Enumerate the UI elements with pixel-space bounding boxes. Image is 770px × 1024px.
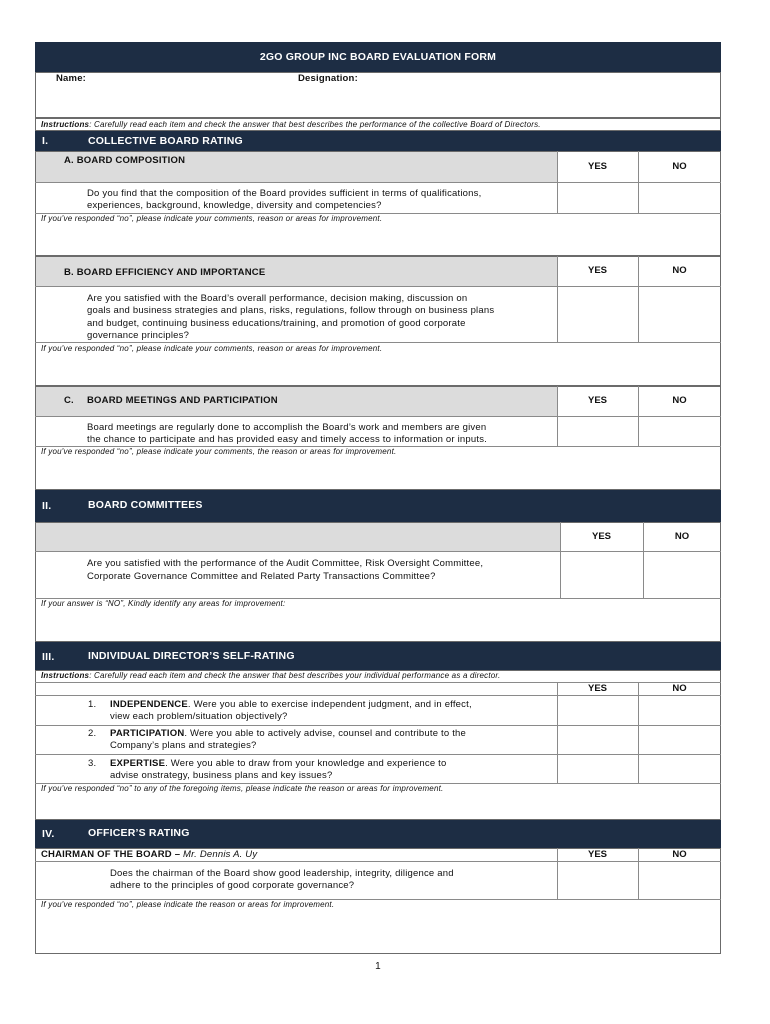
section-4-no-label: NO	[672, 849, 687, 860]
section-2-numeral: II.	[42, 500, 52, 512]
section-3-yes-label: YES	[587, 683, 607, 694]
section-b-title: B. BOARD EFFICIENCY AND IMPORTANCE	[64, 267, 266, 278]
section-a-no-label: NO	[672, 161, 687, 172]
section-a-comments[interactable]	[36, 226, 724, 258]
section-a-yes-label: YES	[587, 161, 607, 172]
instructions	[41, 120, 541, 130]
item-3-term: EXPERTISE	[110, 758, 166, 769]
section-2-no-label: NO	[674, 531, 690, 542]
section-a-no-checkbox[interactable]	[639, 183, 721, 213]
section-4-no-checkbox[interactable]	[639, 862, 721, 899]
section-c-yes-label: YES	[587, 395, 607, 406]
section-b-yes-label: YES	[587, 265, 607, 276]
section-2-title-cell	[36, 523, 560, 551]
item-1-text: . Were you able to exercise independent judgment, and in effect,	[187, 699, 472, 710]
instructions-label: Instructions	[41, 120, 90, 129]
section-b-no-checkbox[interactable]	[639, 287, 721, 342]
page-number: 1	[375, 961, 381, 972]
section-3-instructions-label: Instructions	[41, 671, 90, 680]
section-3-followup: If you've responded “no” to any of the foregoing items, please indicate the reason or areas for improvement.	[41, 784, 444, 793]
item-3-line1	[110, 758, 446, 771]
section-1-numeral: I.	[42, 135, 49, 147]
section-4-comments[interactable]	[36, 912, 724, 956]
item-1-yes-checkbox[interactable]	[558, 696, 638, 725]
section-a-question-line2: experiences, background, knowledge, diversity and competencies?	[87, 200, 382, 211]
item-2-line2: Company’s plans and strategies?	[110, 740, 257, 751]
section-3-no-label: NO	[672, 683, 687, 694]
section-c-no-checkbox[interactable]	[639, 417, 721, 446]
section-4-followup: If you've responded “no”, please indicate the reason or areas for improvement.	[41, 900, 335, 909]
item-3-line2: advise onstrategy, business plans and key issues?	[110, 770, 333, 781]
section-b-question-line4: governance principles?	[87, 330, 190, 341]
section-2-question-line2: Corporate Governance Committee and Related Party Transactions Committee?	[87, 571, 436, 582]
section-c-title: BOARD MEETINGS AND PARTICIPATION	[87, 395, 278, 406]
section-a-title: A. BOARD COMPOSITION	[64, 155, 186, 166]
item-2-yes-checkbox[interactable]	[558, 726, 638, 754]
item-1-line1	[110, 699, 472, 712]
item-3-no-checkbox[interactable]	[639, 755, 721, 783]
section-b-yes-checkbox[interactable]	[558, 287, 638, 342]
section-b-question-line1: Are you satisfied with the Board’s overall performance, decision making, discussion on	[87, 293, 468, 304]
name-label: Name:	[56, 73, 87, 84]
designation-input[interactable]	[368, 74, 712, 90]
section-c-followup: If you've responded “no”, please indicate your comments, the reason or areas for improvement.	[41, 447, 397, 456]
item-2-number: 2.	[88, 728, 97, 739]
item-3-number: 3.	[88, 758, 97, 769]
section-c-question-line2: the chance to participate and has provided easy and timely access to information or inputs.	[87, 434, 487, 445]
section-2-yes-label: YES	[591, 531, 611, 542]
section-a-yes-checkbox[interactable]	[558, 183, 638, 213]
section-4-question-line2: adhere to the principles of good corporate governance?	[110, 880, 355, 891]
section-4-numeral: IV.	[42, 828, 55, 840]
section-a-followup: If you've responded “no”, please indicate your comments, reason or areas for improvement.	[41, 214, 383, 223]
section-4-yes-label: YES	[587, 849, 607, 860]
section-2-no-checkbox[interactable]	[644, 552, 721, 598]
item-2-line1	[110, 728, 466, 741]
section-c-letter: C.	[64, 395, 74, 406]
section-c-no-label: NO	[672, 395, 687, 406]
section-3-instructions	[41, 671, 500, 681]
section-3-title: INDIVIDUAL DIRECTOR’S SELF-RATING	[88, 650, 295, 662]
item-1-no-checkbox[interactable]	[639, 696, 721, 725]
section-3-comments[interactable]	[36, 796, 724, 822]
section-c-yes-checkbox[interactable]	[558, 417, 638, 446]
section-2-followup: If your answer is “NO”, Kindly identify any areas for improvement:	[41, 599, 286, 608]
name-input[interactable]	[100, 74, 284, 90]
chairman-label: CHAIRMAN OF THE BOARD –	[41, 849, 184, 860]
item-1-term: INDEPENDENCE	[110, 699, 188, 710]
section-1-title: COLLECTIVE BOARD RATING	[88, 135, 243, 147]
section-b-question-line2: goals and business strategies and plans, risks, regulations, follow through on business plans	[87, 305, 495, 316]
designation-label: Designation:	[298, 73, 358, 84]
chairman-name: Mr. Dennis A. Uy	[183, 849, 258, 860]
item-2-no-checkbox[interactable]	[639, 726, 721, 754]
section-4-yes-checkbox[interactable]	[558, 862, 638, 899]
section-4-question-line1: Does the chairman of the Board show good leadership, integrity, diligence and	[110, 868, 454, 879]
section-4-title: OFFICER’S RATING	[88, 827, 190, 839]
item-3-text: . Were you able to draw from your knowledge and experience to	[165, 758, 447, 769]
section-b-comments[interactable]	[36, 356, 724, 388]
form-title: 2GO GROUP INC BOARD EVALUATION FORM	[259, 51, 497, 63]
item-1-number: 1.	[88, 699, 97, 710]
item-2-text: . Were you able to actively advise, counsel and contribute to the	[184, 728, 466, 739]
section-b-no-label: NO	[672, 265, 687, 276]
section-b-question-line3: and budget, continuing business educations/training, and promotion of good corporate	[87, 318, 466, 329]
section-c-comments[interactable]	[36, 459, 724, 492]
item-1-line2: view each problem/situation objectively?	[110, 711, 288, 722]
section-2-question-line1: Are you satisfied with the performance of the Audit Committee, Risk Oversight Committee,	[87, 558, 484, 569]
item-3-yes-checkbox[interactable]	[558, 755, 638, 783]
item-2-term: PARTICIPATION	[110, 728, 185, 739]
section-3-numeral: III.	[42, 651, 55, 663]
section-3-instructions-text: : Carefully read each item and check the answer that best describes your individual performance as a director.	[89, 671, 501, 680]
instructions-text: : Carefully read each item and check the answer that best describes the performance of the collective Board of Directors.	[89, 120, 541, 129]
section-b-followup: If you've responded “no”, please indicate your comments, reason or areas for improvement.	[41, 344, 383, 353]
chairman-heading	[41, 849, 257, 862]
section-2-comments[interactable]	[36, 611, 724, 644]
section-2-yes-checkbox[interactable]	[561, 552, 643, 598]
section-2-title: BOARD COMMITTEES	[88, 499, 203, 511]
section-c-question-line1: Board meetings are regularly done to accomplish the Board’s work and members are given	[87, 422, 487, 433]
section-a-question-line1: Do you find that the composition of the Board provides sufficient in terms of qualifications,	[87, 188, 482, 199]
